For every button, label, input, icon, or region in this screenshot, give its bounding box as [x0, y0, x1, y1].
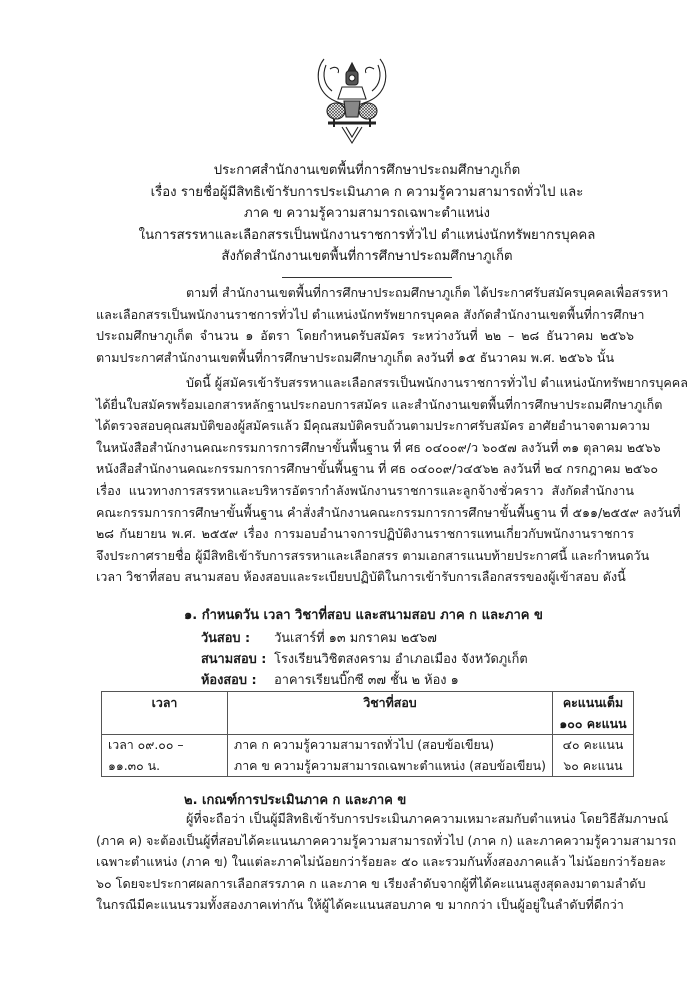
subject-part-b: ภาค ข ความรู้ความสามารถเฉพาะตำแหน่ง (สอบข้อเขียน) — [234, 757, 546, 773]
section-2-title: ๒. เกณฑ์การประเมินภาค ก และภาค ข — [184, 793, 407, 808]
paragraph-line: คณะกรรมการการศึกษาขั้นพื้นฐาน คำสั่งสำนักงานคณะกรรมการการศึกษาขั้นพื้นฐาน ที่ ๕๑๑/๒๕๕๙ ลงวันที่ — [96, 504, 681, 520]
subject-part-a: ภาค ก ความรู้ความสามารถทั่วไป (สอบข้อเขียน) — [234, 737, 495, 752]
paragraph-line: ในกรณีมีคะแนนรวมทั้งสองภาคเท่ากัน ให้ผู้ได้คะแนนสอบภาค ข มากกว่า เป็นผู้อยู่ในลำดับที่ดีกว่า — [96, 897, 624, 913]
paragraph-line: ในหนังสือสำนักงานคณะกรรมการการศึกษาขั้นพื้นฐาน ที่ ศธ ๐๔๐๐๙/ว ๖๐๕๗ ลงวันที่ ๓๑ ตุลาคม ๒๕๖๖ — [96, 439, 661, 455]
cell-scores — [552, 735, 633, 777]
exam-venue-value: โรงเรียนวิชิตสงคราม อำเภอเมือง จังหวัดภูเก็ต — [274, 652, 528, 667]
header-full-score-value: ๑๐๐ คะแนน — [559, 716, 627, 731]
heading-line: ประกาศสำนักงานเขตพื้นที่การศึกษาประถมศึกษาภูเก็ต — [213, 163, 521, 178]
paragraph-line: จึงประกาศรายชื่อ ผู้มีสิทธิเข้ารับการสรรหาและเลือกสรร ตามเอกสารแนบท้ายประกาศนี้ และกำหนดวัน — [96, 547, 650, 563]
score-part-b: ๖๐ คะแนน — [563, 757, 623, 773]
paragraph-line: เวลา วิชาที่สอบ สนามสอบ ห้องสอบและระเบียบปฏิบัติในการเข้ารับการเลือกสรรของผู้เข้าสอบ ดังนี้ — [96, 569, 626, 585]
section-1-title: ๑. กำหนดวัน เวลา วิชาที่สอบ และสนามสอบ ภาค ก และภาค ข — [184, 608, 543, 623]
heading-divider — [282, 277, 452, 278]
cell-time: เวลา ๐๙.๐๐ – ๑๑.๓๐ น. — [102, 735, 228, 777]
exam-schedule-table — [101, 691, 634, 777]
paragraph-line: ตามที่ สำนักงานเขตพื้นที่การศึกษาประถมศึกษาภูเก็ต ได้ประกาศรับสมัครบุคคลเพื่อสรรหา — [186, 285, 669, 300]
heading-line: ภาค ข ความรู้ความสามารถเฉพาะตำแหน่ง — [244, 206, 490, 222]
exam-room-value: อาคารเรียนบิ๊กซี ๓๗ ชั้น ๒ ห้อง ๑ — [274, 673, 459, 688]
paragraph-background — [96, 282, 669, 368]
exam-room-label: ห้องสอบ : — [201, 673, 257, 688]
heading-line: สังกัดสำนักงานเขตพื้นที่การศึกษาประถมศึกษาภูเก็ต — [221, 249, 513, 265]
paragraph-line: เฉพาะตำแหน่ง (ภาค ข) ในแต่ละภาคไม่น้อยกว่าร้อยละ ๕๐ และรวมกันทั้งสองภาคแล้ว ไม่น้อยกว่าร้อยละ — [96, 854, 667, 870]
paragraph-line: ได้ตรวจสอบคุณสมบัติของผู้สมัครแล้ว มีคุณสมบัติครบถ้วนตามประกาศรับสมัคร อาศัยอำนาจตามความ — [96, 418, 651, 434]
exam-date-value: วันเสาร์ที่ ๑๓ มกราคม ๒๕๖๗ — [274, 631, 437, 646]
header-subject: วิชาที่สอบ — [228, 692, 553, 735]
paragraph-line: หนังสือสำนักงานคณะกรรมการการศึกษาขั้นพื้นฐาน ที่ ศธ ๐๔๐๐๙/ว๔๕๖๒ ลงวันที่ ๒๔ กรกฎาคม ๒๕๖๐ — [96, 461, 659, 477]
paragraph-line: ๖๐ โดยจะประกาศผลการเลือกสรรภาค ก และภาค ข เรียงลำดับจากผู้ที่ได้คะแนนสูงสุดลงมาตามลำดับ — [96, 875, 646, 891]
exam-date-row — [201, 627, 437, 649]
table-row — [102, 735, 634, 777]
paragraph-line: (ภาค ค) จะต้องเป็นผู้ที่สอบได้คะแนนภาคความรู้ความสามารถทั่วไป (ภาค ก) และภาคความรู้ความสามารถ — [96, 832, 677, 848]
exam-room-row — [201, 669, 459, 691]
paragraph-line: ประถมศึกษาภูเก็ต จำนวน ๑ อัตรา โดยกำหนดรับสมัคร ระหว่างวันที่ ๒๒ – ๒๘ ธันวาคม ๒๕๖๖ — [96, 328, 634, 344]
header-time: เวลา — [102, 692, 228, 735]
paragraph-line: และเลือกสรรเป็นพนักงานราชการทั่วไป ตำแหน่งนักทรัพยากรบุคคล สังกัดสำนักงานเขตพื้นที่การศึกษา — [96, 306, 645, 322]
paragraph-line: ได้ยื่นใบสมัครพร้อมเอกสารหลักฐานประกอบการสมัคร และสำนักงานเขตพื้นที่การศึกษาประถมศึกษาภูเก็ต — [96, 396, 663, 412]
paragraph-line: ๒๘ กันยายน พ.ศ. ๒๕๕๙ เรื่อง การมอบอำนาจการปฏิบัติงานราชการแทนเกี่ยวกับพนักงานราชการ — [96, 526, 634, 542]
section-2-body — [96, 808, 677, 916]
garuda-emblem-icon — [312, 55, 392, 147]
exam-date-label: วันสอบ : — [201, 631, 251, 646]
paragraph-line: ตามประกาศสำนักงานเขตพื้นที่การศึกษาประถมศึกษาภูเก็ต ลงวันที่ ๑๕ ธันวาคม พ.ศ. ๒๕๖๖ นั้น — [96, 349, 615, 365]
paragraph-line: บัดนี้ ผู้สมัครเข้ารับสรรหาและเลือกสรรเป็นพนักงานราชการทั่วไป ตำแหน่งนักทรัพยากรบุคคล — [186, 375, 688, 390]
paragraph-line: ผู้ที่จะถือว่า เป็นผู้มีสิทธิเข้ารับการประเมินภาคความเหมาะสมกับตำแหน่ง โดยวิธีสัมภาษณ์ — [186, 811, 669, 826]
exam-venue-row — [201, 648, 528, 670]
exam-venue-label: สนามสอบ : — [201, 652, 267, 667]
paragraph-line: เรื่อง แนวทางการสรรหาและบริหารอัตรากำลังพนักงานราชการและลูกจ้างชั่วคราว สังกัดสำนักงาน — [96, 482, 634, 498]
paragraph-announcement — [96, 372, 688, 588]
score-part-a: ๔๐ คะแนน — [562, 737, 624, 752]
heading-line: ในการสรรหาและเลือกสรรเป็นพนักงานราชการทั่วไป ตำแหน่งนักทรัพยากรบุคคล — [138, 227, 596, 243]
header-full-score-label: คะแนนเต็ม — [562, 695, 624, 710]
table-header-row — [102, 692, 634, 735]
cell-subjects — [228, 735, 553, 777]
announcement-heading — [100, 160, 634, 268]
heading-line: เรื่อง รายชื่อผู้มีสิทธิเข้ารับการประเมินภาค ก ความรู้ความสามารถทั่วไป และ — [150, 184, 584, 200]
header-full-score — [552, 692, 633, 735]
